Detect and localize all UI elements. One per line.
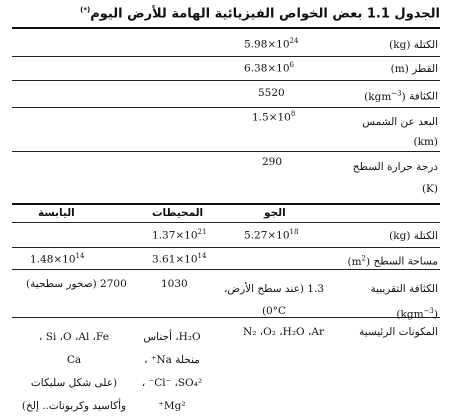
row-temperature-value: 290 xyxy=(262,156,283,168)
row2-area-unit-base: (m xyxy=(347,255,362,268)
row2-density-atm-note: (عند سطح الأرض، xyxy=(223,283,304,295)
row-density-name: الكثافة xyxy=(409,90,438,103)
row2-mass-atm-exp: 18 xyxy=(289,228,299,236)
row-rule xyxy=(12,269,440,270)
row-diameter-name: القطر xyxy=(412,63,438,75)
row2-area-land-base: 1.48×10 xyxy=(30,253,76,266)
row-distance-label xyxy=(362,112,438,152)
table-title-text: الجدول 1.1 بعض الخواص الفيزيائية الهامة للأرض اليوم xyxy=(90,6,440,22)
row2-mass-oceans xyxy=(152,228,206,242)
row-temperature-unit: (K) xyxy=(421,183,438,195)
row-rule xyxy=(12,56,440,57)
section-rule xyxy=(12,203,440,205)
row-diameter-unit: (m) xyxy=(390,63,409,75)
land-constituents-line: (على شكل سليكات xyxy=(30,377,118,389)
row2-constituents-land xyxy=(14,326,134,418)
row2-area-label xyxy=(347,254,438,268)
row-mass-value-exp: 24 xyxy=(289,37,299,45)
row2-density-atm xyxy=(224,278,324,322)
row2-density-label xyxy=(370,278,438,326)
oceans-constituents-line: Mg²⁺ xyxy=(158,400,186,412)
row-rule xyxy=(12,317,440,318)
row2-mass-atm xyxy=(244,228,298,242)
row-rule xyxy=(12,80,440,81)
row2-constituents-label: المكونات الرئيسية xyxy=(359,326,438,338)
row2-area-land-exp: 14 xyxy=(75,252,85,260)
row-density-unit-exp: −3 xyxy=(391,89,402,97)
row2-mass-oceans-base: 1.37×10 xyxy=(152,229,198,242)
row2-density-unit-exp: −3 xyxy=(423,307,434,315)
oceans-constituents-line: منحلة Na⁺ ، xyxy=(144,354,200,366)
header-rule xyxy=(12,222,440,223)
row2-area-unit-exp: 2 xyxy=(361,254,367,262)
land-constituents-line: وأكاسيد وكربونات.. إلخ) xyxy=(21,400,127,412)
row-mass-value xyxy=(244,37,298,51)
row-distance-value-exp: 8 xyxy=(290,110,296,118)
row2-density-unit xyxy=(370,300,438,326)
land-constituents-line: Ca xyxy=(66,354,82,366)
row-density-unit-base: (kgm xyxy=(364,90,392,103)
row-distance-value-base: 1.5×10 xyxy=(252,111,291,124)
row2-constituents-atm: N₂ ،O₂ ،H₂O ،Ar xyxy=(243,326,324,338)
row-mass-label xyxy=(389,39,438,51)
row-diameter-value xyxy=(244,61,294,75)
row2-area-unit-end: ) xyxy=(366,255,371,268)
top-rule xyxy=(12,27,440,29)
oceans-constituents-line: H₂O، أجناس xyxy=(143,331,201,343)
row2-area-unit xyxy=(347,256,370,268)
row-mass-name: الكتلة xyxy=(413,39,438,51)
row2-mass-atm-base: 5.27×10 xyxy=(244,229,290,242)
row2-mass-oceans-exp: 21 xyxy=(197,228,207,236)
row2-density-atm-note2: (0°C xyxy=(261,305,287,317)
row2-density-name: الكثافة التقريبية xyxy=(370,283,438,295)
oceans-constituents-line: Cl⁻ ،SO₄²⁻ ، xyxy=(141,377,203,389)
row-density-unit-end: ) xyxy=(401,90,406,103)
row2-area-oceans-exp: 14 xyxy=(197,252,207,260)
header-land: اليابسة xyxy=(38,207,75,219)
row2-area-name: مساحة السطح xyxy=(373,255,438,268)
row2-area-oceans-base: 3.61×10 xyxy=(152,253,198,266)
row-rule xyxy=(12,247,440,248)
row-density-label xyxy=(364,89,438,103)
row2-density-atm-value: 1.3 xyxy=(307,283,324,295)
header-oceans: المحيطات xyxy=(152,207,204,219)
row2-density-oceans: 1030 xyxy=(161,278,188,290)
row-rule xyxy=(12,151,440,152)
header-atmosphere: الجو xyxy=(264,207,286,219)
row-rule xyxy=(12,107,440,108)
row2-density-land: 2700 (صخور سطحية) xyxy=(26,278,127,290)
land-constituents-line: Si ،O ،Al ،Fe ، xyxy=(39,331,109,343)
table-title xyxy=(80,6,440,21)
row-mass-unit: (kg) xyxy=(389,39,411,51)
row2-density-unit-end: ) xyxy=(433,308,438,321)
row-diameter-label xyxy=(391,63,438,75)
row-distance-value xyxy=(252,110,295,124)
row2-constituents-oceans xyxy=(132,326,212,418)
row-density-value: 5520 xyxy=(258,87,285,99)
row-distance-unit: (km) xyxy=(413,136,438,148)
row2-mass-label: الكتلة (kg) xyxy=(389,230,438,242)
row2-density-unit-base: (kgm xyxy=(396,308,424,321)
table-title-note: (*) xyxy=(80,6,91,14)
row-temperature-label xyxy=(353,156,438,200)
row-distance-name: البعد عن الشمس xyxy=(362,116,438,128)
row2-area-land xyxy=(30,252,84,266)
row-diameter-value-base: 6.38×10 xyxy=(244,62,290,75)
row-mass-value-base: 5.98×10 xyxy=(244,38,290,51)
row2-area-oceans xyxy=(152,252,206,266)
row-temperature-name: درجة حرارة السطح xyxy=(352,161,438,173)
row-diameter-value-exp: 6 xyxy=(289,61,295,69)
row-density-unit xyxy=(364,91,406,103)
